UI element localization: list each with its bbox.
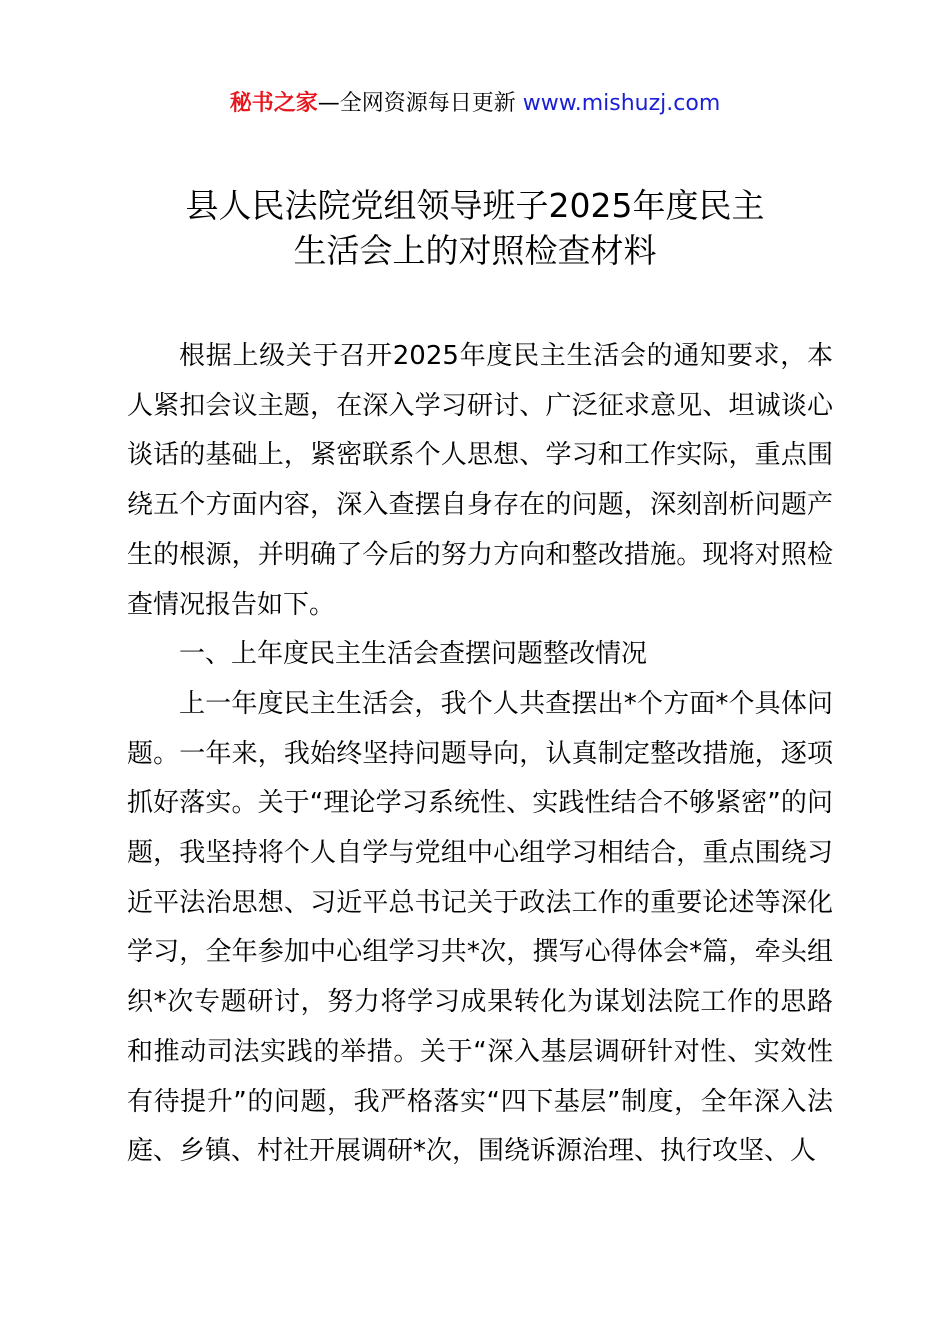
document-title <box>0 183 950 273</box>
title-line-1: 县人民法院党组领导班子2025年度民主 <box>185 186 765 225</box>
intro-paragraph: 根据上级关于召开2025年度民主生活会的通知要求，本人紧扣会议主题，在深入学习研讨、广泛征求意见、坦诚谈心谈话的基础上，紧密联系个人思想、学习和工作实际，重点围绕五个方面内容，深入查摆自身存在的问题，深刻剖析问题产生的根源，并明确了今后的努力方向和整改措施。现将对照检查情况报告如下。 <box>127 341 833 620</box>
section-heading-1: 一、上年度民主生活会查摆问题整改情况 <box>179 639 648 670</box>
site-header <box>0 86 950 122</box>
document-body <box>127 332 833 1177</box>
brand-name: 秘书之家 <box>229 91 318 116</box>
header-tagline: —全网资源每日更新 <box>317 91 516 116</box>
title-line-2: 生活会上的对照检查材料 <box>293 231 657 270</box>
site-url-link[interactable]: www.mishuzj.com <box>522 91 721 116</box>
section-1-paragraph: 上一年度民主生活会，我个人共查摆出*个方面*个具体问题。一年来，我始终坚持问题导向，认真制定整改措施，逐项抓好落实。关于“理论学习系统性、实践性结合不够紧密”的问题，我坚持将个人自学与党组中心组学习相结合，重点围绕习近平法治思想、习近平总书记关于政法工作的重要论述等深化学习，全年参加中心组学习共*次，撰写心得体会*篇，牵头组织*次专题研讨，努力将学习成果转化为谋划法院工作的思路和推动司法实践的举措。关于“深入基层调研针对性、实效性有待提升”的问题，我严格落实“四下基层”制度，全年深入法庭、乡镇、村社开展调研*次，围绕诉源治理、执行攻坚、人 <box>127 688 833 1167</box>
